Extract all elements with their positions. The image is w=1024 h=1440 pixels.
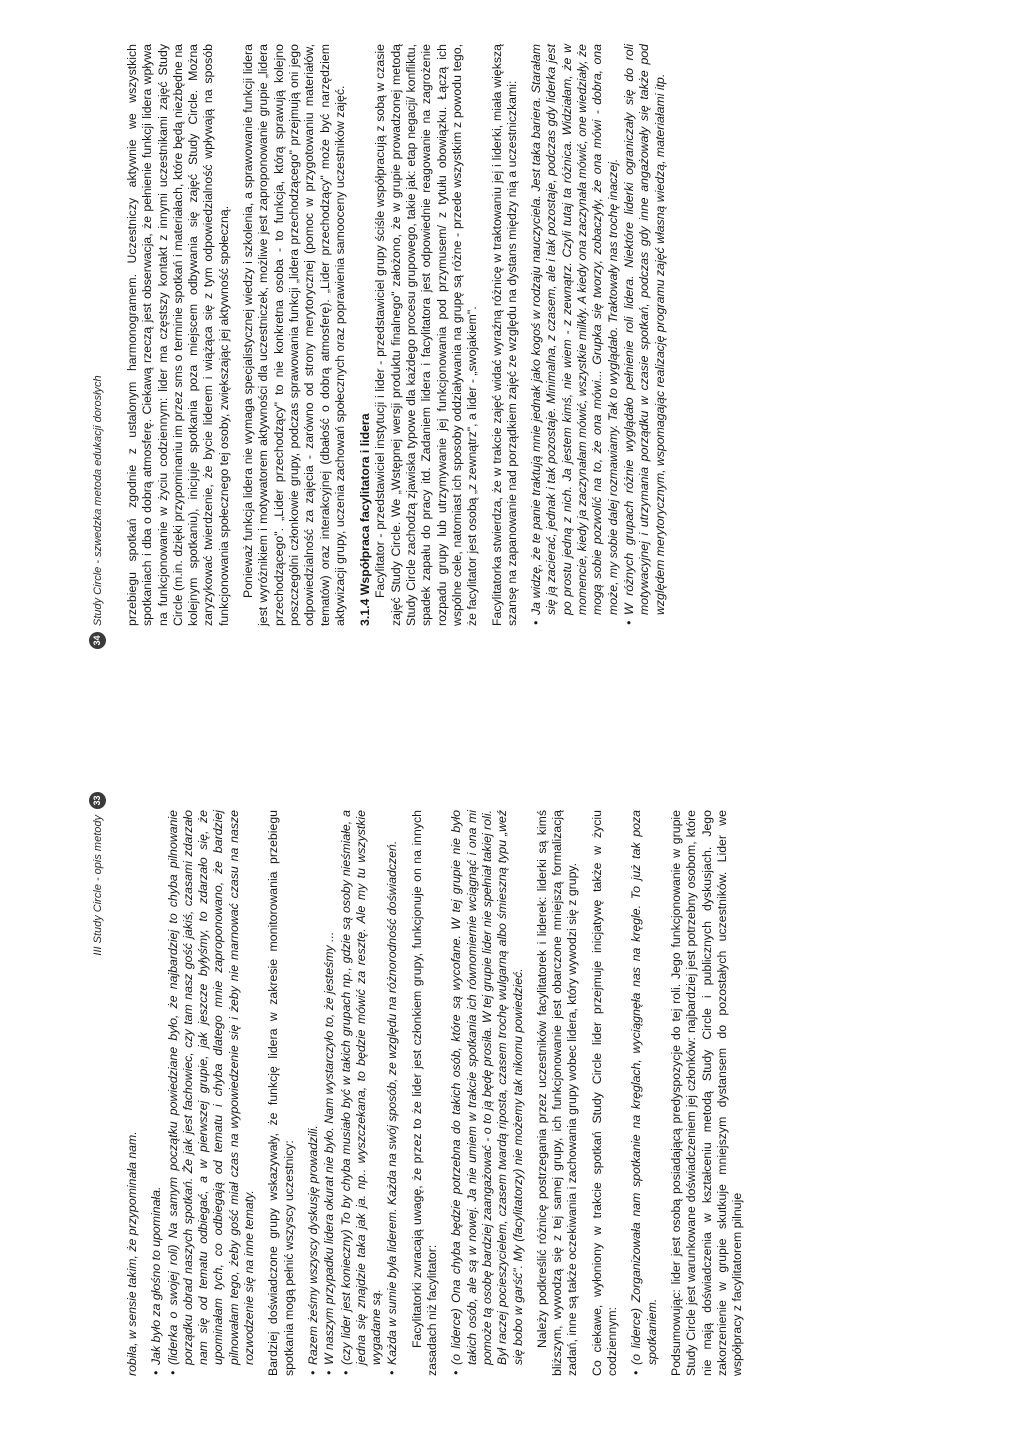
- quote-item: • Każda w sumie była liderem. Każda na swój sposób, ze względu na różnorodność doświadczeń.: [385, 810, 400, 1365]
- continued-paragraph: robiła, w sensie takim, że przypominała nam.: [125, 1131, 139, 1376]
- quote-item: • W naszym przypadku lidera okurat nie było. Nam wystarczyło to, że jesteśmy ...: [322, 810, 337, 1365]
- running-head-right: [89, 375, 106, 649]
- page-number-badge: 34: [89, 632, 106, 649]
- paragraph: Należy podkreślić różnicę postrzegania przez uczestników facylitatorek i liderek: liderki są kimś bliższym, wywodzą się z tej samej grupy, ich funkcjonowanie jest obarczone mniejszą formalizacją zadań, inne są także oczekiwania i zachowania grupy wobec lidera, który wywodzi się z grupy.: [534, 810, 580, 1376]
- quote-list: [306, 810, 401, 1376]
- quote-list: [529, 44, 668, 626]
- quote-item: • (o liderce) Zorganizowała nam spotkanie na kręglach, wyciągnęła nas na kręgle. To już tak poza spotkaniem.: [629, 810, 660, 1365]
- quote-item: • (czy lider jest konieczny) To by chyba musiało być w takich grupach np., gdzie są osoby nieśmiałe, a jedna się znajdzie taka jak ja. np.. wyszczekana, to będzie mówić za resztę. Ale my tu wszystkie wygadane są.: [339, 810, 385, 1365]
- section-heading: 3.1.4 Współpraca facylitatora i lidera: [358, 413, 373, 626]
- paragraph: Podsumowując: lider jest osobą posiadającą predyspozycje do tej roli. Jego funkcjonowanie w grupie Study Circle jest warunkowane doświadczeniem jej członków: najbardziej jest potrzebny osobom, które nie mają doświadczenia w kształceniu metodą Study Circle i publicznych dyskusjach. Jego zakorzenienie w grupie skutkuje mniejszym dystansem do pozostałych uczestników. Lider we współpracy z facylitatorem pilnuje: [668, 810, 745, 1376]
- paragraph: Co ciekawe, wyłoniony w trakcie spotkań Study Circle lider przejmuje inicjatywę także w życiu codziennym:: [589, 810, 620, 1376]
- text-column-left: [125, 810, 754, 1376]
- quote-item: • Ja widzę, że te panie traktują mnie jednak jako kogoś w rodzaju nauczyciela. Jest taka bariera. Starałam się ją zacierać, jednak i tak pozostaje. Minimalna, z czasem, ale i tak pozostaje, podczas gdy liderka jest po prostu jedną z nich. Ja jestem kimś, nie wiem - z zewnątrz. Czyli tutaj ta różnica. Widziałam, że w momencie, kiedy ja zaczynałam mówić, wszystkie milkły. A kiedy ona zaczynała mówić, one wiedziały, że mogą sobie pozwolić na to, że ona mówi... Grupka się tworzy, zobaczyły, że ona mówi - dobra, ona może, my sobie dalej rozmawiamy. Tak to wyglądało. Traktowały nas trochę inaczej.: [529, 44, 621, 615]
- page-number-badge: 33: [89, 792, 106, 809]
- paragraph: Ponieważ funkcja lidera nie wymaga specjalistycznej wiedzy i szkolenia, a sprawowanie funkcji lidera jest wyróżnikiem i motywatorem aktywności dla uczestniczek, możliwe jest zaproponowanie grupie „lidera przechodzącego". „Lider przechodzący" to nie konkretna osoba - to funkcja, którą sprawują kolejno poszczególni członkowie grupy, podczas sprawowania funkcji „lidera przechodzącego" przejmują oni jego odpowiedzialność za zajęcia - zarówno od strony merytorycznej (pomoc w przygotowaniu materiałów, tematów) oraz interakcyjnej (dbałość o dobrą atmosferę). „Lider przechodzący" może być narzędziem aktywizacji grupy, uczenia zachowań społecznych oraz poprawienia samooceny uczestników zajęć.: [241, 44, 347, 626]
- paragraph: Facylitatorka stwierdza, że w trakcie zajęć widać wyraźną różnicę w traktowaniu jej i liderki, miała większą szansę na zapanowanie nad porządkiem zajęć ze względu na dystans między nią a uczestniczkami:: [489, 44, 519, 626]
- running-head-text: III Study Circle - opis metody: [91, 815, 104, 956]
- running-head-left: [89, 792, 106, 956]
- quote-list: [449, 810, 525, 1376]
- continued-paragraph: przebiegu spotkań zgodnie z ustalonym harmonogramem. Uczestniczy aktywnie we wszystkich spotkaniach i dba o dobrą atmosferę. Ciekawą rzeczą jest obserwacja, że pełnienie funkcji lidera wpływa na funkcjonowanie w życiu codziennym: lider ma częstszy kontakt z innymi uczestnikami zajęć Study Circle (m.in. dzięki przypominaniu im przez sms o terminie spotkań i materiałach, które będą niezbędne na kolejnym spotkaniu), inicjuje spotkania poza miejscem odbywania się zajęć Study Circle. Można zaryzykować twierdzenie, że bycie liderem i wiążąca się z tym odpowiedzialność wpływają na sposób funkcjonowania społecznego tej osoby, zwiększając jej aktywność społeczną.: [125, 44, 231, 626]
- quote-item: • W różnych grupach różnie wyglądało pełnienie roli lidera. Niektóre liderki ograniczały się do roli motywacyjnej i utrzymania porządku w czasie spotkań, podczas gdy inne angażowały się także pod względem merytorycznym, wspomagając realizację programu zajęć własną wiedzą, materiałami itp.: [622, 44, 668, 615]
- quote-item: • Jak było za głośno to upominała.: [149, 810, 164, 1365]
- quote-list: [629, 810, 660, 1376]
- quote-item: • (o liderce) Ona chyba będzie potrzebna do takich osób, które są wycofane. W tej grupie nie było takich osób, ale są w nowej. Ja nie umiem w trakcie spotkania ich równomiernie wciągnąć i ona mi pomoże tą osobę bardziej zaangażować - o to ją będę prosiła. W tej grupie lider nie spełniał takiej roli. Był raczej pocieszycielem, czasem twardą riposta, czasem trochę wulgarną albo śmieszną typu „weź się bobo w garść". My (facylitatorzy) nie możemy tak nikomu powiedzieć.: [449, 810, 525, 1365]
- quote-item: • (liderka o swojej roli) Na samym początku powiedziane było, że najbardziej to chyba pilnowanie porządku obrad naszych spotkań. Że jak jest fachowiec, czy tam nasz gość jakiś, czasami zdarzało nam się od tematu odbiegać, a w pierwszej grupie, jak jeszcze byłyśmy, to zdarzało się, że upominałam tych, co odbiegają od tematu i chyba dlatego mnie zaproponowano, że bardziej pilnowałam tego, żeby gość miał czas na wypowiedzenie się i żeby nie marnować czasu na nasze rozwodzenie się na inne tematy.: [166, 810, 258, 1365]
- text-column-right: [125, 44, 677, 626]
- paragraph: Bardziej doświadczone grupy wskazywały, że funkcję lidera w zakresie monitorowania przebiegu spotkania mogą pełnić wszyscy uczestnicy:: [266, 810, 296, 1376]
- paragraph: Facylitatorki zwracają uwagę, że przez to że lider jest członkiem grupy, funkcjonuje on na innych zasadach niż facylitator:: [409, 810, 440, 1376]
- page-33: [0, 720, 1024, 1440]
- quote-item: • Razem żeśmy wszyscy dyskusję prowadzili.: [306, 810, 321, 1365]
- running-head-text: Study Circle - szwedzka metoda edukacji dorosłych: [91, 375, 104, 626]
- quote-list: [149, 810, 257, 1376]
- paragraph: Facylitator - przedstawiciel instytucji i lider - przedstawiciel grupy ściśle współpracują z sobą w czasie zajęć Study Circle. We „Wstępnej wersji produktu finalnego" założono, że w grupie prowadzonej metodą Study Circle zachodzą zjawiska typowe dla każdego procesu grupowego, takie jak: etap negacji/ konfliktu, spadek zapału do pracy itd. Zadaniem lidera i facylitatora jest odpowiednie reagowanie na zagrożenie rozpadu grupy lub utrzymywanie jej funkcjonowania pod przymusem/ z tytułu obowiązku. Łączą ich wspólne cele, natomiast ich sposoby oddziaływania na grupę są różne - przede wszystkim z powodu tego, że facylitator jest osobą „z zewnątrz", a lider - „swojakiem".: [373, 44, 480, 626]
